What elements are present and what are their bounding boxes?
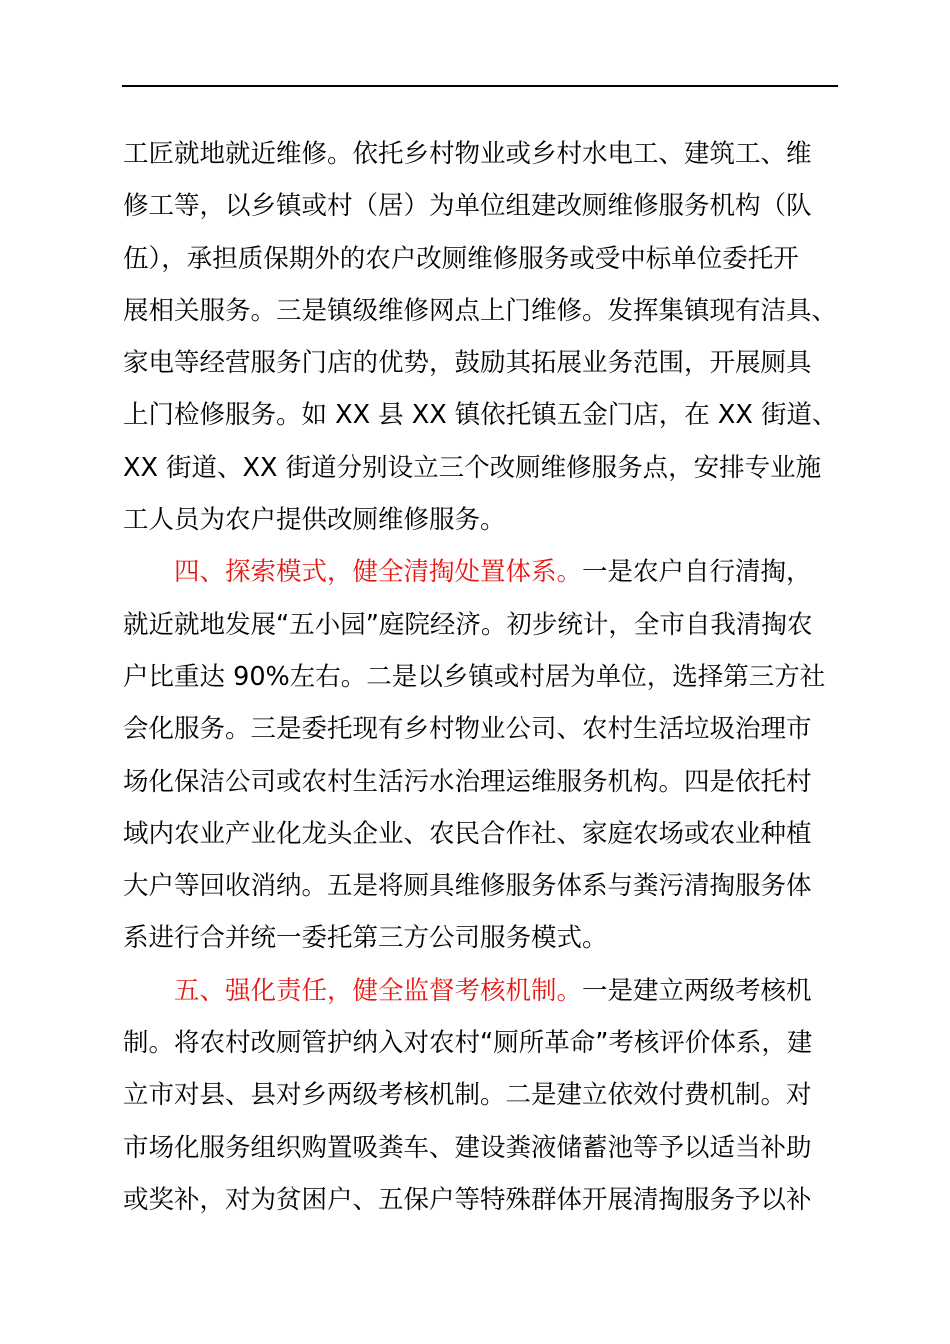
text-line: 场化保洁公司或农村生活污水治理运维服务机构。四是依托村 [123,766,812,797]
text-line: 工匠就地就近维修。依托乡村物业或乡村水电工、建筑工、维 [123,139,812,169]
text-line: 或奖补，对为贫困户、五保户等特殊群体开展清掏服务予以补 [123,1184,812,1215]
paragraph-supervision [123,965,839,1226]
text-line: 修工等，以乡镇或村（居）为单位组建改厕维修服务机构（队 [123,191,812,222]
text-line: 伍），承担质保期外的农户改厕维修服务或受中标单位委托开 [123,243,799,274]
text-line: 市场化服务组织购置吸粪车、建设粪液储蓄池等予以适当补助 [123,1132,812,1163]
text-line: 家电等经营服务门店的优势，鼓励其拓展业务范围，开展厕具 [123,348,812,379]
text-line: 上门检修服务。如 XX 县 XX 镇依托镇五金门店，在 XX 街道、 [123,400,838,431]
text-line: 展相关服务。三是镇级维修网点上门维修。发挥集镇现有洁具、 [123,295,838,326]
section-heading-five: 五、强化责任，健全监督考核机制。 [174,975,583,1006]
text-line: 会化服务。三是委托现有乡村物业公司、农村生活垃圾治理市 [123,714,812,745]
text-line [123,965,839,1017]
text-line: 立市对县、县对乡两级考核机制。二是建立依效付费机制。对 [123,1080,812,1111]
text-line: XX 街道、XX 街道分别设立三个改厕维修服务点，安排专业施 [123,452,822,483]
document-body [123,128,839,1226]
text-line: 就近就地发展“五小园”庭院经济。初步统计，全市自我清掏农 [123,609,813,640]
text-run: 一是建立两级考核机 [582,975,812,1006]
paragraph-cleanout-system [123,546,839,964]
text-line: 工人员为农户提供改厕维修服务。 [123,505,506,536]
text-line [123,546,839,598]
text-line: 制。将农村改厕管护纳入对农村“厕所革命”考核评价体系，建 [123,1028,813,1059]
paragraph-repair-services [123,128,839,546]
text-line: 户比重达 90%左右。二是以乡镇或村居为单位，选择第三方社 [123,661,826,692]
text-line: 系进行合并统一委托第三方公司服务模式。 [123,923,608,954]
text-line: 大户等回收消纳。五是将厕具维修服务体系与粪污清掏服务体 [123,871,812,902]
text-run: 一是农户自行清掏， [582,557,812,588]
section-heading-four: 四、探索模式，健全清掏处置体系。 [174,557,583,588]
header-rule [122,85,838,87]
text-line: 域内农业产业化龙头企业、农民合作社、家庭农场或农业种植 [123,818,812,849]
